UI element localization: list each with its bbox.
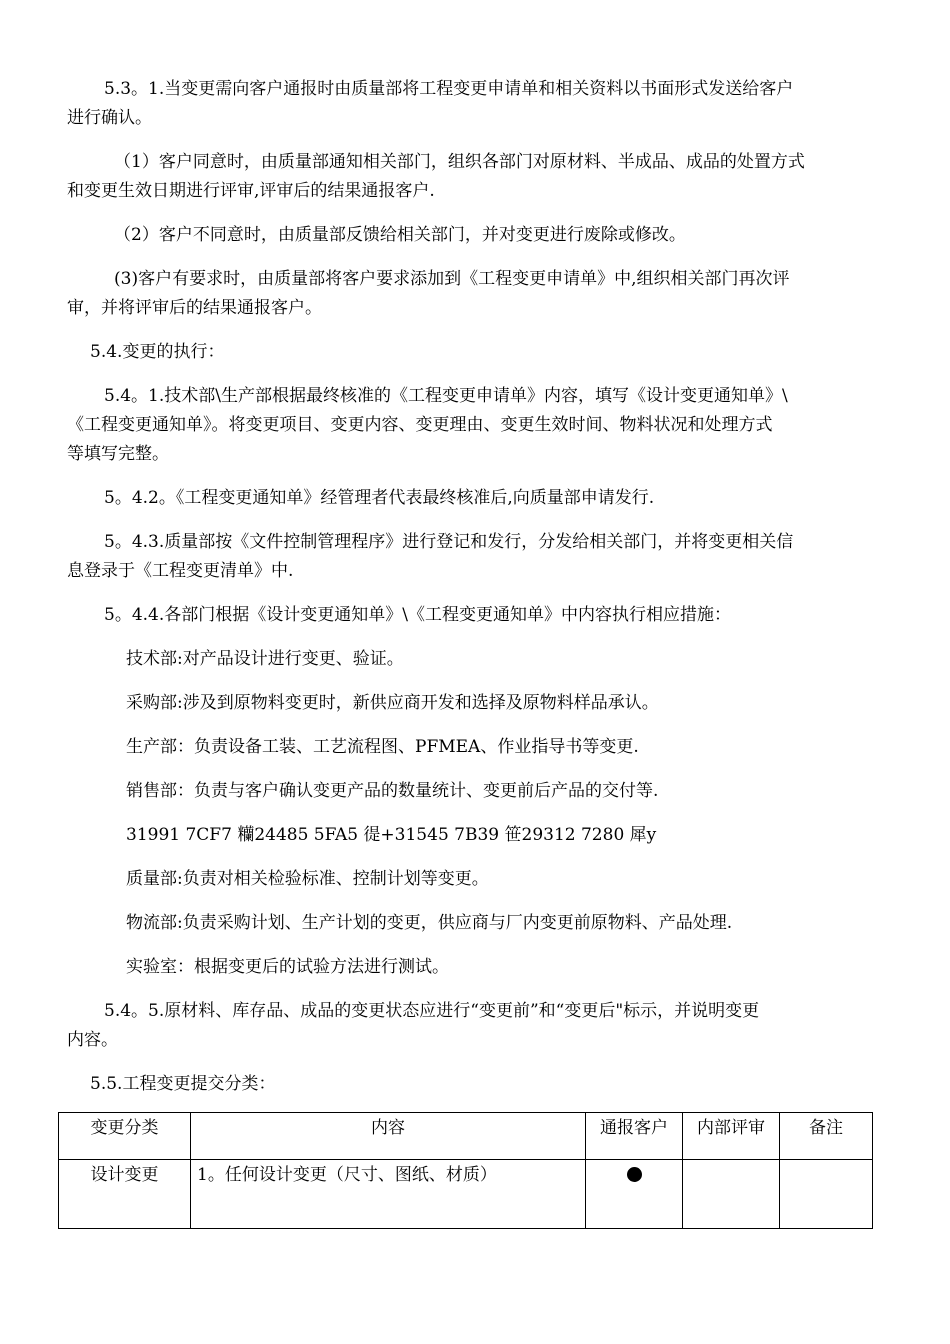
paragraph-item-3: (3)客户有要求时，由质量部将客户要求添加到《工程变更申请单》中,组织相关部门再次评 [114, 269, 790, 289]
cell-internal-review [683, 1160, 780, 1229]
paragraph-item-1: （1）客户同意时，由质量部通知相关部门，组织各部门对原材料、半成品、成品的处置方式 [114, 152, 805, 172]
change-classification-table [58, 1112, 873, 1229]
section-heading-5-5: 5.5.工程变更提交分类： [90, 1074, 276, 1094]
section-heading-5-4: 5.4.变更的执行： [90, 342, 225, 362]
paragraph-5-3-1-cont: 进行确认。 [67, 108, 152, 128]
duty-laboratory: 实验室：根据变更后的试验方法进行测试。 [126, 957, 449, 977]
duty-logistics: 物流部:负责采购计划、生产计划的变更，供应商与厂内变更前原物料、产品处理. [126, 913, 733, 933]
cell-notify-customer [586, 1160, 683, 1229]
paragraph-5-4-1: 5.4。1.技术部\生产部根据最终核准的《工程变更申请单》内容，填写《设计变更通知单》\ [104, 386, 788, 406]
paragraph-5-4-3-cont: 息登录于《工程变更清单》中. [67, 561, 294, 581]
cell-content: 1。任何设计变更（尺寸、图纸、材质） [191, 1160, 586, 1229]
paragraph-5-4-5: 5.4。5.原材料、库存品、成品的变更状态应进行“变更前”和“变更后"标示，并说明变更 [104, 1001, 760, 1021]
paragraph-5-4-1-cont2: 等填写完整。 [67, 444, 169, 464]
table-row [59, 1160, 873, 1229]
cell-remarks [780, 1160, 873, 1229]
duty-sales: 销售部：负责与客户确认变更产品的数量统计、变更前后产品的交付等. [126, 781, 659, 801]
paragraph-5-4-1-cont: 《工程变更通知单》。将变更项目、变更内容、变更理由、变更生效时间、物料状况和处理方式 [67, 415, 773, 435]
paragraph-5-3-1: 5.3。1.当变更需向客户通报时由质量部将工程变更申请单和相关资料以书面形式发送给客户 [104, 79, 794, 99]
filled-circle-icon [627, 1167, 642, 1182]
paragraph-item-2: （2）客户不同意时，由质量部反馈给相关部门，并对变更进行废除或修改。 [114, 225, 686, 245]
duty-production: 生产部：负责设备工装、工艺流程图、PFMEA、作业指导书等变更. [126, 737, 639, 757]
header-remarks: 备注 [780, 1113, 873, 1160]
duty-purchasing: 采购部:涉及到原物料变更时，新供应商开发和选择及原物料样品承认。 [126, 693, 659, 713]
cell-category: 设计变更 [59, 1160, 191, 1229]
paragraph-5-4-3: 5。4.3.质量部按《文件控制管理程序》进行登记和发行，分发给相关部门，并将变更相关信 [104, 532, 794, 552]
paragraph-5-4-2: 5。4.2。《工程变更通知单》经管理者代表最终核准后,向质量部申请发行. [104, 488, 655, 508]
paragraph-5-4-4: 5。4.4.各部门根据《设计变更通知单》\《工程变更通知单》中内容执行相应措施： [104, 605, 731, 625]
header-content: 内容 [191, 1113, 586, 1160]
table-header-row [59, 1113, 873, 1160]
garbled-code-line: 31991 7CF7 糷24485 5FA5 徥+31545 7B39 笹29312 7280 犀y [126, 825, 657, 845]
paragraph-item-1-cont: 和变更生效日期进行评审,评审后的结果通报客户. [67, 181, 435, 201]
paragraph-5-4-5-cont: 内容。 [67, 1030, 118, 1050]
header-notify-customer: 通报客户 [586, 1113, 683, 1160]
header-internal-review: 内部评审 [683, 1113, 780, 1160]
duty-technical: 技术部:对产品设计进行变更、验证。 [126, 649, 404, 669]
duty-quality: 质量部:负责对相关检验标准、控制计划等变更。 [126, 869, 489, 889]
paragraph-item-3-cont: 审，并将评审后的结果通报客户。 [67, 298, 322, 318]
header-change-category: 变更分类 [59, 1113, 191, 1160]
